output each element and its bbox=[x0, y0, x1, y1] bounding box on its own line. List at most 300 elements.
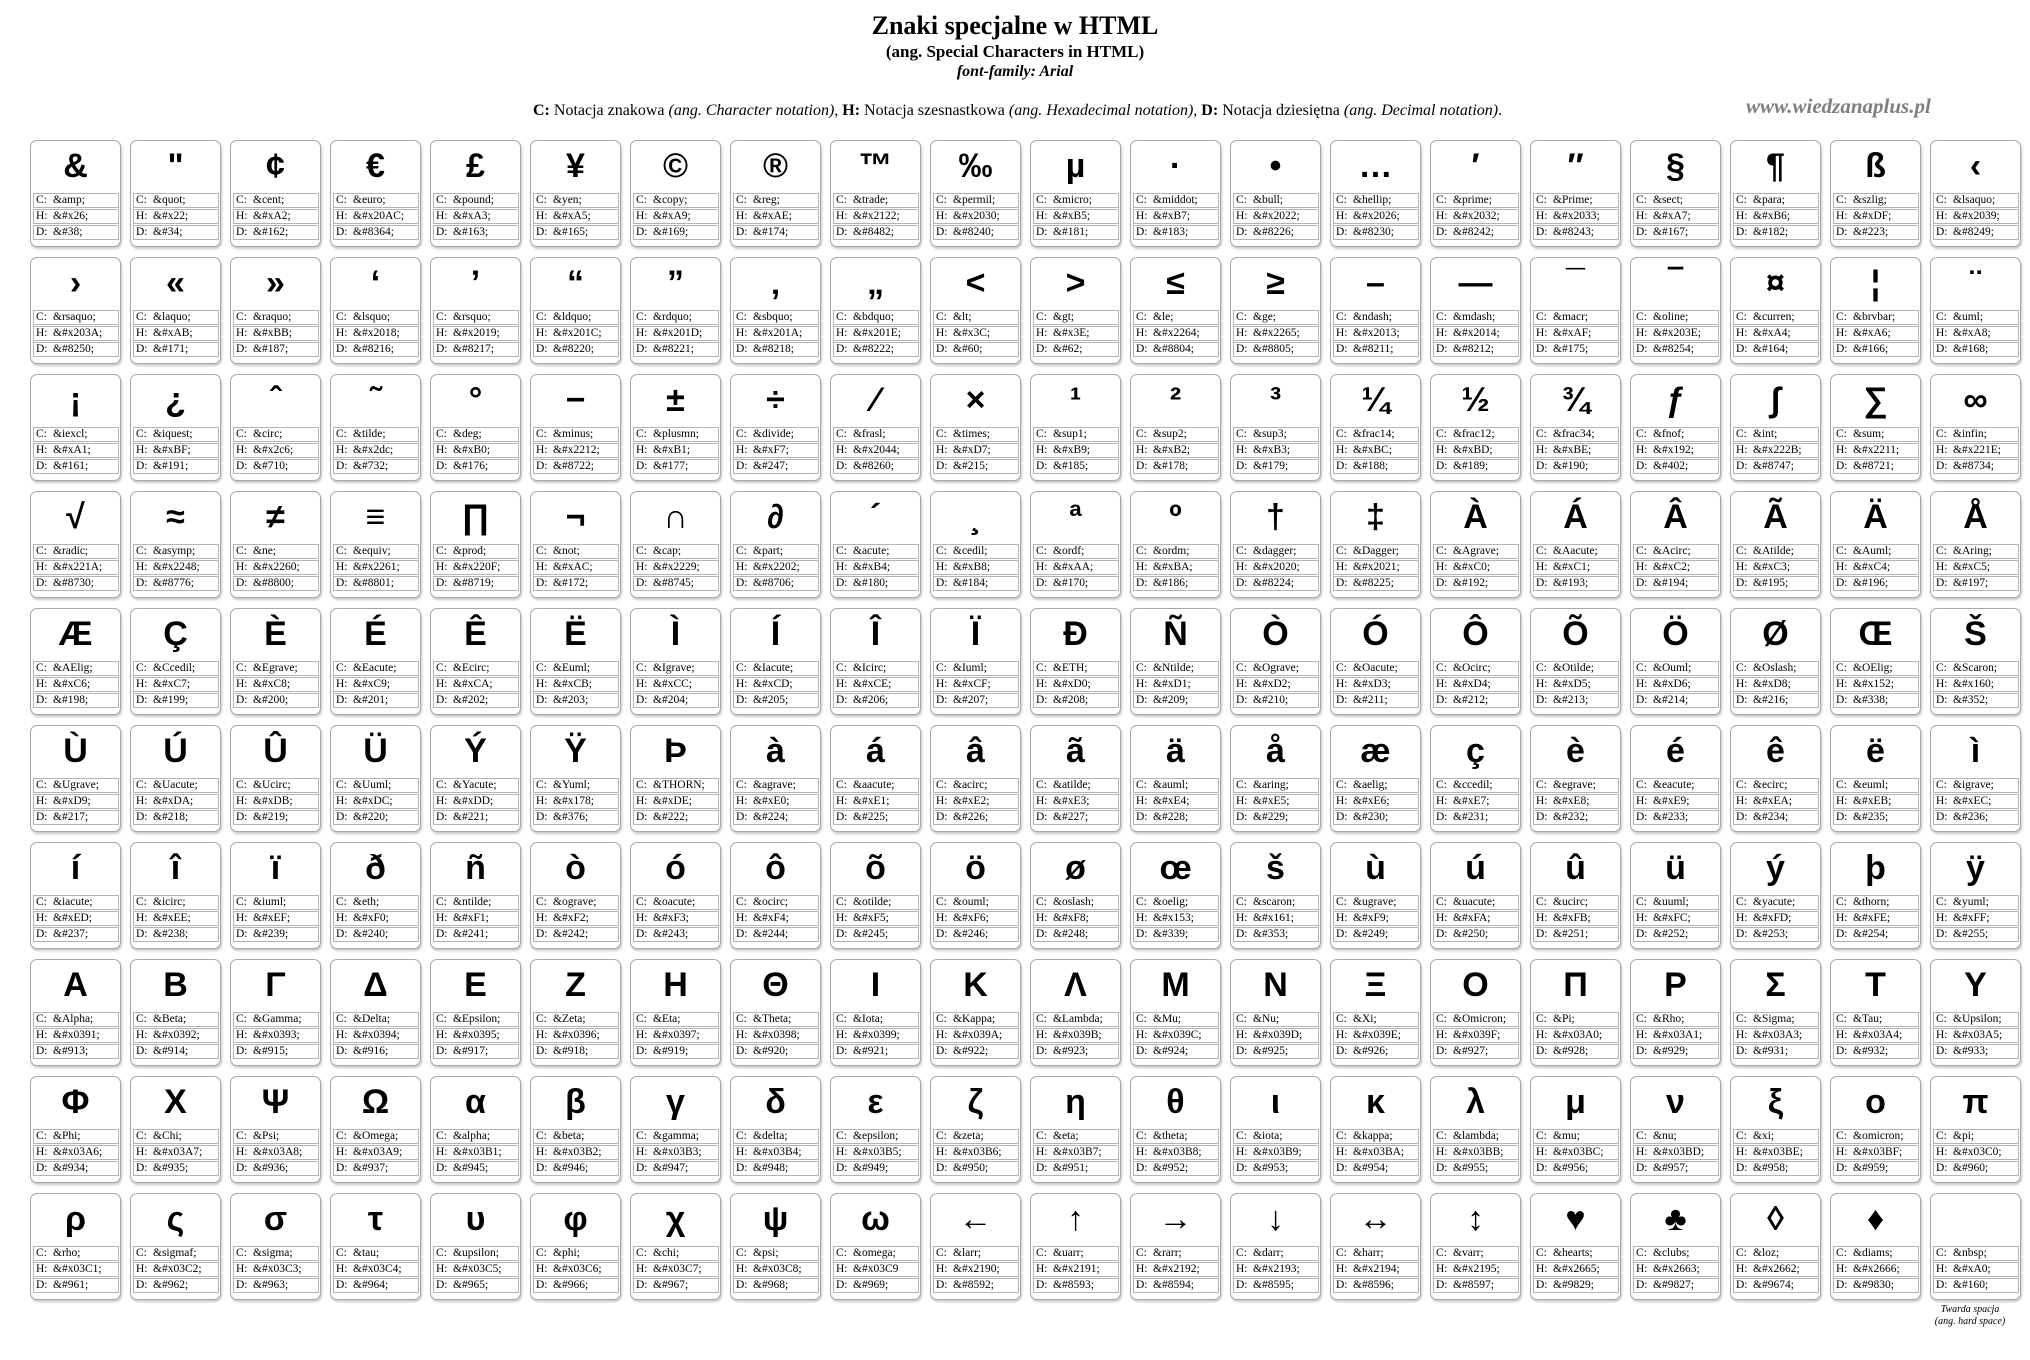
char-notation-value: &cent; bbox=[253, 194, 285, 206]
hex-notation-value: &#xE7; bbox=[1453, 795, 1490, 807]
hex-notation-label: H: bbox=[1836, 912, 1848, 924]
char-notation-value: &sbquo; bbox=[753, 311, 793, 323]
char-notation-label: C: bbox=[736, 1013, 747, 1025]
hex-notation-row bbox=[1833, 560, 1919, 575]
char-notation-row bbox=[333, 1129, 419, 1144]
decimal-notation-row bbox=[33, 1161, 119, 1176]
decimal-notation-label: D: bbox=[636, 1045, 648, 1057]
char-card bbox=[930, 959, 1021, 1066]
decimal-notation-label: D: bbox=[1236, 226, 1248, 238]
char-notation-value: &scaron; bbox=[1253, 896, 1296, 908]
decimal-notation-label: D: bbox=[736, 1279, 748, 1291]
decimal-notation-value: &#8254; bbox=[1653, 343, 1694, 355]
hex-notation-value: &#xC0; bbox=[1453, 561, 1491, 573]
char-notation-label: C: bbox=[1836, 779, 1847, 791]
char-card bbox=[730, 1076, 821, 1183]
char-notation-row bbox=[1033, 1012, 1119, 1027]
char-card bbox=[930, 491, 1021, 598]
char-codes bbox=[1433, 1012, 1519, 1060]
char-notation-value: &clubs; bbox=[1653, 1247, 1690, 1259]
hex-notation-label: H: bbox=[1536, 1263, 1548, 1275]
hex-notation-label: H: bbox=[1236, 444, 1248, 456]
char-notation-label: C: bbox=[136, 311, 147, 323]
hex-notation-row bbox=[1733, 209, 1819, 224]
hex-notation-label: H: bbox=[1936, 327, 1948, 339]
hex-notation-label: H: bbox=[836, 327, 848, 339]
decimal-notation-label: D: bbox=[1036, 343, 1048, 355]
decimal-notation-row bbox=[1733, 927, 1819, 942]
char-notation-label: C: bbox=[1236, 896, 1247, 908]
hex-notation-row bbox=[733, 209, 819, 224]
char-card bbox=[1630, 608, 1721, 715]
char-notation-label: C: bbox=[1336, 545, 1347, 557]
char-notation-value: &bdquo; bbox=[853, 311, 894, 323]
decimal-notation-row bbox=[1733, 342, 1819, 357]
hex-notation-row bbox=[1233, 1145, 1319, 1160]
hex-notation-value: &#x2013; bbox=[1353, 327, 1400, 339]
char-notation-value: &OElig; bbox=[1853, 662, 1893, 674]
char-card bbox=[30, 491, 121, 598]
char-codes bbox=[1033, 427, 1119, 475]
char-notation-row bbox=[1833, 1129, 1919, 1144]
decimal-notation-label: D: bbox=[1336, 1162, 1348, 1174]
char-notation-value: &Agrave; bbox=[1453, 545, 1499, 557]
char-notation-value: &hearts; bbox=[1553, 1247, 1593, 1259]
char-notation-label: C: bbox=[1236, 662, 1247, 674]
hex-notation-row bbox=[1933, 1262, 2019, 1277]
decimal-notation-row bbox=[533, 810, 619, 825]
hex-notation-label: H: bbox=[1436, 1263, 1448, 1275]
char-card bbox=[1130, 140, 1221, 247]
hex-notation-label: H: bbox=[336, 795, 348, 807]
char-notation-label: C: bbox=[436, 896, 447, 908]
hex-notation-label: H: bbox=[636, 210, 648, 222]
hex-notation-value: &#x2191; bbox=[1053, 1263, 1100, 1275]
decimal-notation-row bbox=[933, 576, 1019, 591]
decimal-notation-row bbox=[1133, 1161, 1219, 1176]
decimal-notation-label: D: bbox=[736, 577, 748, 589]
char-notation-row bbox=[1833, 427, 1919, 442]
char-codes bbox=[133, 193, 219, 241]
page-subtitle: (ang. Special Characters in HTML) bbox=[885, 42, 1145, 61]
decimal-notation-value: &#8776; bbox=[153, 577, 194, 589]
decimal-notation-row bbox=[233, 693, 319, 708]
hex-notation-label: H: bbox=[836, 1146, 848, 1158]
hex-notation-label: H: bbox=[1336, 327, 1348, 339]
hex-notation-value: &#xE3; bbox=[1053, 795, 1090, 807]
hex-notation-value: &#x201A; bbox=[753, 327, 803, 339]
decimal-notation-label: D: bbox=[1236, 811, 1248, 823]
char-codes bbox=[33, 310, 119, 358]
char-notation-value: &darr; bbox=[1253, 1247, 1284, 1259]
hex-notation-row bbox=[433, 1028, 519, 1043]
char-notation-label: C: bbox=[1436, 1247, 1447, 1259]
char-glyph: φ bbox=[563, 1200, 588, 1238]
char-glyph: à bbox=[766, 732, 785, 770]
char-notation-row bbox=[433, 544, 519, 559]
hex-notation-row bbox=[1233, 794, 1319, 809]
char-codes bbox=[433, 310, 519, 358]
decimal-notation-row bbox=[1933, 576, 2019, 591]
char-notation-row bbox=[1533, 544, 1619, 559]
char-glyph: π bbox=[1962, 1083, 1989, 1121]
char-notation-row bbox=[233, 1012, 319, 1027]
decimal-notation-value: &#965; bbox=[453, 1279, 489, 1291]
char-glyph: – bbox=[1366, 264, 1385, 302]
hex-notation-value: &#x0392; bbox=[153, 1029, 200, 1041]
decimal-notation-value: &#968; bbox=[753, 1279, 789, 1291]
legend-h-key: H: bbox=[842, 102, 861, 119]
char-card bbox=[1130, 608, 1221, 715]
decimal-notation-label: D: bbox=[36, 1162, 48, 1174]
decimal-notation-value: &#229; bbox=[1253, 811, 1289, 823]
decimal-notation-label: D: bbox=[1036, 226, 1048, 238]
char-notation-value: &int; bbox=[1753, 428, 1778, 440]
decimal-notation-row bbox=[1333, 225, 1419, 240]
hex-notation-label: H: bbox=[1736, 795, 1748, 807]
hex-notation-row bbox=[333, 677, 419, 692]
char-notation-label: C: bbox=[736, 896, 747, 908]
char-notation-label: C: bbox=[436, 194, 447, 206]
char-notation-value: &Pi; bbox=[1553, 1013, 1575, 1025]
hex-notation-value: &#x2022; bbox=[1253, 210, 1300, 222]
decimal-notation-value: &#8595; bbox=[1253, 1279, 1294, 1291]
char-notation-label: C: bbox=[1436, 428, 1447, 440]
hex-notation-row bbox=[233, 1145, 319, 1160]
hex-notation-row bbox=[333, 560, 419, 575]
decimal-notation-value: &#376; bbox=[553, 811, 589, 823]
char-notation-label: C: bbox=[1336, 779, 1347, 791]
decimal-notation-label: D: bbox=[336, 694, 348, 706]
hex-notation-row bbox=[133, 677, 219, 692]
decimal-notation-value: &#8719; bbox=[453, 577, 494, 589]
char-notation-row bbox=[133, 895, 219, 910]
char-glyph: û bbox=[1565, 849, 1586, 887]
char-notation-value: &ordm; bbox=[1153, 545, 1190, 557]
decimal-notation-label: D: bbox=[1636, 1162, 1648, 1174]
decimal-notation-label: D: bbox=[636, 811, 648, 823]
hex-notation-row bbox=[1933, 911, 2019, 926]
decimal-notation-value: &#242; bbox=[553, 928, 589, 940]
hex-notation-label: H: bbox=[1636, 1263, 1648, 1275]
char-notation-value: &igrave; bbox=[1953, 779, 1994, 791]
char-glyph: ∏ bbox=[461, 498, 490, 536]
char-glyph: ¹ bbox=[1069, 381, 1082, 419]
hex-notation-value: &#xCD; bbox=[753, 678, 793, 690]
hex-notation-label: H: bbox=[536, 561, 548, 573]
char-codes bbox=[333, 661, 419, 709]
char-notation-value: &Sigma; bbox=[1753, 1013, 1795, 1025]
hex-notation-row bbox=[233, 794, 319, 809]
char-glyph: Ö bbox=[1662, 615, 1689, 653]
decimal-notation-row bbox=[1233, 1044, 1319, 1059]
decimal-notation-row bbox=[933, 1161, 1019, 1176]
hex-notation-label: H: bbox=[36, 444, 48, 456]
char-glyph: î bbox=[170, 849, 181, 887]
char-notation-row bbox=[1733, 1246, 1819, 1261]
decimal-notation-value: &#913; bbox=[53, 1045, 89, 1057]
hex-notation-row bbox=[533, 1262, 619, 1277]
char-notation-value: &uml; bbox=[1953, 311, 1984, 323]
decimal-notation-label: D: bbox=[436, 577, 448, 589]
char-codes bbox=[833, 1246, 919, 1294]
decimal-notation-row bbox=[833, 342, 919, 357]
decimal-notation-row bbox=[1433, 693, 1519, 708]
char-glyph: Ÿ bbox=[564, 732, 587, 770]
char-glyph: ù bbox=[1365, 849, 1386, 887]
char-notation-value: &iacute; bbox=[53, 896, 93, 908]
char-codes bbox=[1333, 778, 1419, 826]
decimal-notation-label: D: bbox=[836, 1162, 848, 1174]
char-notation-label: C: bbox=[1736, 545, 1747, 557]
char-codes bbox=[1833, 1246, 1919, 1294]
decimal-notation-label: D: bbox=[1136, 577, 1148, 589]
hex-notation-value: &#x03A6; bbox=[53, 1146, 103, 1158]
hex-notation-label: H: bbox=[436, 561, 448, 573]
hex-notation-label: H: bbox=[1636, 327, 1648, 339]
char-notation-row bbox=[1333, 661, 1419, 676]
char-card bbox=[530, 257, 621, 364]
char-card bbox=[930, 140, 1021, 247]
hex-notation-value: &#x039F; bbox=[1453, 1029, 1501, 1041]
hex-notation-value: &#xDB; bbox=[253, 795, 293, 807]
char-card bbox=[130, 1193, 221, 1300]
decimal-notation-value: &#195; bbox=[1753, 577, 1789, 589]
hex-notation-label: H: bbox=[636, 444, 648, 456]
char-notation-label: C: bbox=[1636, 1013, 1647, 1025]
decimal-notation-row bbox=[333, 1278, 419, 1293]
char-notation-row bbox=[1533, 661, 1619, 676]
char-codes bbox=[633, 310, 719, 358]
char-glyph: ú bbox=[1465, 849, 1486, 887]
char-notation-value: &Ugrave; bbox=[53, 779, 99, 791]
char-glyph: Ô bbox=[1462, 615, 1489, 653]
char-notation-row bbox=[633, 661, 719, 676]
char-glyph: Ù bbox=[63, 732, 88, 770]
char-notation-label: C: bbox=[1136, 1247, 1147, 1259]
decimal-notation-label: D: bbox=[1536, 226, 1548, 238]
char-notation-value: &epsilon; bbox=[853, 1130, 899, 1142]
char-notation-row bbox=[1633, 1012, 1719, 1027]
char-codes bbox=[1633, 778, 1719, 826]
decimal-notation-row bbox=[333, 693, 419, 708]
char-glyph: ¼ bbox=[1361, 381, 1390, 419]
decimal-notation-row bbox=[1433, 1278, 1519, 1293]
hex-notation-row bbox=[233, 1262, 319, 1277]
char-card bbox=[1530, 1193, 1621, 1300]
char-notation-label: C: bbox=[1136, 428, 1147, 440]
decimal-notation-row bbox=[133, 576, 219, 591]
decimal-notation-row bbox=[633, 576, 719, 591]
decimal-notation-row bbox=[1433, 1044, 1519, 1059]
char-notation-row bbox=[1233, 310, 1319, 325]
hex-notation-label: H: bbox=[536, 912, 548, 924]
decimal-notation-value: &#8706; bbox=[753, 577, 794, 589]
decimal-notation-value: &#227; bbox=[1053, 811, 1089, 823]
decimal-notation-label: D: bbox=[1136, 928, 1148, 940]
char-notation-value: &lambda; bbox=[1453, 1130, 1499, 1142]
decimal-notation-value: &#710; bbox=[253, 460, 289, 472]
char-notation-value: &ndash; bbox=[1353, 311, 1392, 323]
hex-notation-value: &#xCA; bbox=[453, 678, 493, 690]
char-notation-row bbox=[933, 427, 1019, 442]
char-notation-value: &iuml; bbox=[253, 896, 287, 908]
char-notation-label: C: bbox=[736, 1130, 747, 1142]
char-card bbox=[1330, 608, 1421, 715]
char-notation-value: &Aring; bbox=[1953, 545, 1992, 557]
hex-notation-label: H: bbox=[1736, 1263, 1748, 1275]
hex-notation-row bbox=[1833, 1262, 1919, 1277]
char-codes bbox=[1033, 1246, 1119, 1294]
hex-notation-row bbox=[733, 1145, 819, 1160]
hex-notation-label: H: bbox=[1436, 327, 1448, 339]
decimal-notation-row bbox=[1533, 342, 1619, 357]
char-notation-label: C: bbox=[736, 662, 747, 674]
decimal-notation-value: &#233; bbox=[1653, 811, 1689, 823]
decimal-notation-value: &#914; bbox=[153, 1045, 189, 1057]
decimal-notation-row bbox=[533, 1278, 619, 1293]
char-notation-value: &gamma; bbox=[653, 1130, 699, 1142]
char-notation-label: C: bbox=[1136, 1130, 1147, 1142]
hex-notation-label: H: bbox=[936, 795, 948, 807]
char-card bbox=[330, 608, 421, 715]
char-notation-value: &THORN; bbox=[653, 779, 705, 791]
decimal-notation-label: D: bbox=[1736, 928, 1748, 940]
hex-notation-label: H: bbox=[736, 1146, 748, 1158]
hex-notation-label: H: bbox=[1736, 1029, 1748, 1041]
char-notation-value: &Otilde; bbox=[1553, 662, 1594, 674]
char-glyph: é bbox=[1666, 732, 1685, 770]
char-glyph: ¥ bbox=[566, 147, 585, 185]
hex-notation-row bbox=[533, 1145, 619, 1160]
char-card bbox=[1230, 257, 1321, 364]
hex-notation-label: H: bbox=[1836, 444, 1848, 456]
char-glyph: Ä bbox=[1863, 498, 1888, 536]
char-notation-value: &Yuml; bbox=[553, 779, 591, 791]
char-glyph: Ì bbox=[670, 615, 681, 653]
hex-notation-row bbox=[633, 1145, 719, 1160]
char-notation-value: &trade; bbox=[853, 194, 889, 206]
char-card bbox=[1530, 842, 1621, 949]
decimal-notation-label: D: bbox=[1036, 928, 1048, 940]
decimal-notation-label: D: bbox=[1636, 694, 1648, 706]
char-card bbox=[1130, 1193, 1221, 1300]
char-notation-row bbox=[433, 1012, 519, 1027]
hex-notation-value: &#x03B8; bbox=[1153, 1146, 1202, 1158]
hex-notation-row bbox=[1233, 911, 1319, 926]
hex-notation-row bbox=[1233, 677, 1319, 692]
char-notation-row bbox=[433, 661, 519, 676]
decimal-notation-row bbox=[1733, 1278, 1819, 1293]
char-notation-value: &varr; bbox=[1453, 1247, 1484, 1259]
hex-notation-row bbox=[633, 326, 719, 341]
char-notation-label: C: bbox=[636, 1130, 647, 1142]
decimal-notation-value: &#8594; bbox=[1153, 1279, 1194, 1291]
char-notation-label: C: bbox=[336, 662, 347, 674]
char-codes bbox=[733, 895, 819, 943]
char-codes bbox=[333, 1246, 419, 1294]
decimal-notation-value: &#933; bbox=[1953, 1045, 1989, 1057]
char-glyph: Í bbox=[770, 615, 781, 653]
char-codes bbox=[833, 310, 919, 358]
hex-notation-row bbox=[733, 794, 819, 809]
char-notation-row bbox=[633, 427, 719, 442]
char-codes bbox=[133, 544, 219, 592]
char-card bbox=[830, 374, 921, 481]
decimal-notation-value: &#919; bbox=[653, 1045, 689, 1057]
char-glyph: ψ bbox=[762, 1200, 789, 1238]
decimal-notation-value: &#178; bbox=[1153, 460, 1189, 472]
hex-notation-label: H: bbox=[1836, 1029, 1848, 1041]
hex-notation-label: H: bbox=[236, 1146, 248, 1158]
hex-notation-row bbox=[1933, 677, 2019, 692]
char-notation-row bbox=[1233, 544, 1319, 559]
decimal-notation-value: &#9827; bbox=[1653, 1279, 1694, 1291]
hex-notation-row bbox=[333, 794, 419, 809]
char-codes bbox=[833, 193, 919, 241]
hex-notation-value: &#x161; bbox=[1253, 912, 1294, 924]
char-notation-row bbox=[1233, 1129, 1319, 1144]
char-notation-row bbox=[1033, 310, 1119, 325]
hex-notation-row bbox=[1433, 911, 1519, 926]
char-notation-label: C: bbox=[1236, 545, 1247, 557]
decimal-notation-label: D: bbox=[1836, 577, 1848, 589]
decimal-notation-label: D: bbox=[236, 811, 248, 823]
hex-notation-value: &#xBB; bbox=[253, 327, 292, 339]
char-notation-row bbox=[1333, 427, 1419, 442]
hex-notation-value: &#x2193; bbox=[1253, 1263, 1300, 1275]
decimal-notation-label: D: bbox=[1736, 577, 1748, 589]
char-glyph: Ι bbox=[870, 966, 881, 1004]
char-card bbox=[30, 959, 121, 1066]
char-card bbox=[1630, 842, 1721, 949]
char-card bbox=[1530, 374, 1621, 481]
char-card bbox=[230, 374, 321, 481]
decimal-notation-label: D: bbox=[536, 460, 548, 472]
char-notation-label: C: bbox=[836, 545, 847, 557]
char-card bbox=[730, 842, 821, 949]
char-notation-row bbox=[933, 895, 1019, 910]
hex-notation-label: H: bbox=[1736, 1146, 1748, 1158]
char-codes bbox=[533, 778, 619, 826]
char-notation-value: &circ; bbox=[253, 428, 283, 440]
hex-notation-label: H: bbox=[1336, 1146, 1348, 1158]
char-glyph: ý bbox=[1766, 849, 1785, 887]
decimal-notation-value: &#915; bbox=[253, 1045, 289, 1057]
char-notation-label: C: bbox=[936, 1247, 947, 1259]
char-notation-row bbox=[833, 427, 919, 442]
hex-notation-value: &#x03A5; bbox=[1953, 1029, 2003, 1041]
hex-notation-value: &#x2202; bbox=[753, 561, 800, 573]
decimal-notation-value: &#8222; bbox=[853, 343, 894, 355]
hex-notation-value: &#x0398; bbox=[753, 1029, 800, 1041]
decimal-notation-value: &#926; bbox=[1353, 1045, 1389, 1057]
site-watermark: www.wiedzanaplus.pl bbox=[1746, 94, 1931, 118]
hex-notation-label: H: bbox=[1936, 1263, 1948, 1275]
hex-notation-label: H: bbox=[536, 1263, 548, 1275]
hex-notation-value: &#xE6; bbox=[1353, 795, 1390, 807]
hex-notation-row bbox=[1533, 443, 1619, 458]
char-card bbox=[230, 725, 321, 832]
hex-notation-row bbox=[33, 677, 119, 692]
char-notation-value: &Yacute; bbox=[453, 779, 497, 791]
char-card bbox=[1430, 1193, 1521, 1300]
decimal-notation-label: D: bbox=[1436, 577, 1448, 589]
decimal-notation-value: &#235; bbox=[1853, 811, 1889, 823]
char-codes bbox=[1733, 310, 1819, 358]
decimal-notation-label: D: bbox=[1236, 343, 1248, 355]
decimal-notation-row bbox=[1933, 342, 2019, 357]
